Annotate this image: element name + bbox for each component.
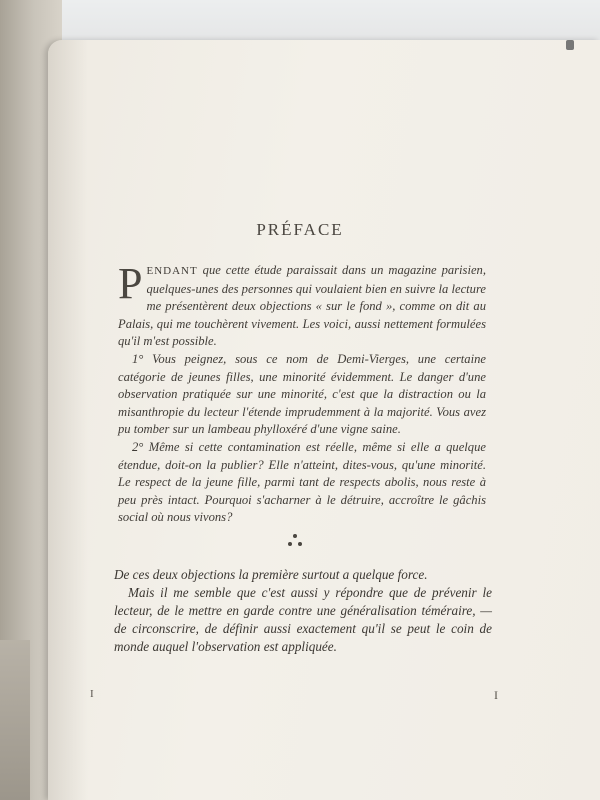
preface-body-continued — [114, 566, 492, 656]
page-gutter-shadow — [48, 40, 88, 800]
page-title: PRÉFACE — [256, 220, 344, 239]
preface-body — [118, 259, 486, 527]
book-cover-edge — [0, 640, 30, 800]
ornament-dot-left — [288, 542, 292, 546]
section-ornament — [282, 534, 308, 550]
ornament-dot-right — [298, 542, 302, 546]
page-number-left: I — [90, 688, 94, 700]
page-corner-mark — [566, 40, 574, 50]
paragraph-5: Mais il me semble que c'est aussi y répondre que de prévenir le lecteur, de le mettre en garde contre une généralisation téméraire, — de circonscrire, de définir aussi exactement qu'il se peut le coin de monde auquel l'observation est appliquée. — [114, 585, 492, 654]
paragraph-1-text: que cette étude paraissait dans un magazine parisien, quelques-unes des personnes qui voulaient bien en suivre la lecture me présentèrent deux objections « sur le fond », comme on dit au Palais, qui me touchèrent vivement. Les voici, aussi nettement formulées qu'il m'est possible. — [118, 263, 486, 349]
paragraph-1 — [118, 259, 486, 351]
paragraph-4: De ces deux objections la première surtout a quelque force. — [114, 567, 428, 582]
paragraph-2: 1° Vous peignez, sous ce nom de Demi-Vierges, une certaine catégorie de jeunes filles, une minorité évidemment. Le danger d'une observation pratiquée sur une minorité, c'est que la distraction ou la misanthropie du lecteur l'étende imprudemment à la majorité. Vous avez pu tomber sur un lambeau phylloxéré d'une vigne saine. — [118, 351, 486, 437]
small-caps-lead: ENDANT — [146, 265, 198, 277]
page-number-right: I — [494, 688, 498, 702]
drop-cap: P — [118, 259, 143, 308]
ornament-dot-top — [293, 534, 297, 538]
paragraph-3: 2° Même si cette contamination est réelle, même si elle a quelque étendue, doit-on la publier? Elle n'atteint, dites-vous, qu'une minorité. Le respect de la jeune fille, parmi tant de respects abolis, nous reste à peu près intact. Pourquoi s'acharner à le détruire, accroître le gâchis social où nous vivons? — [118, 439, 486, 525]
